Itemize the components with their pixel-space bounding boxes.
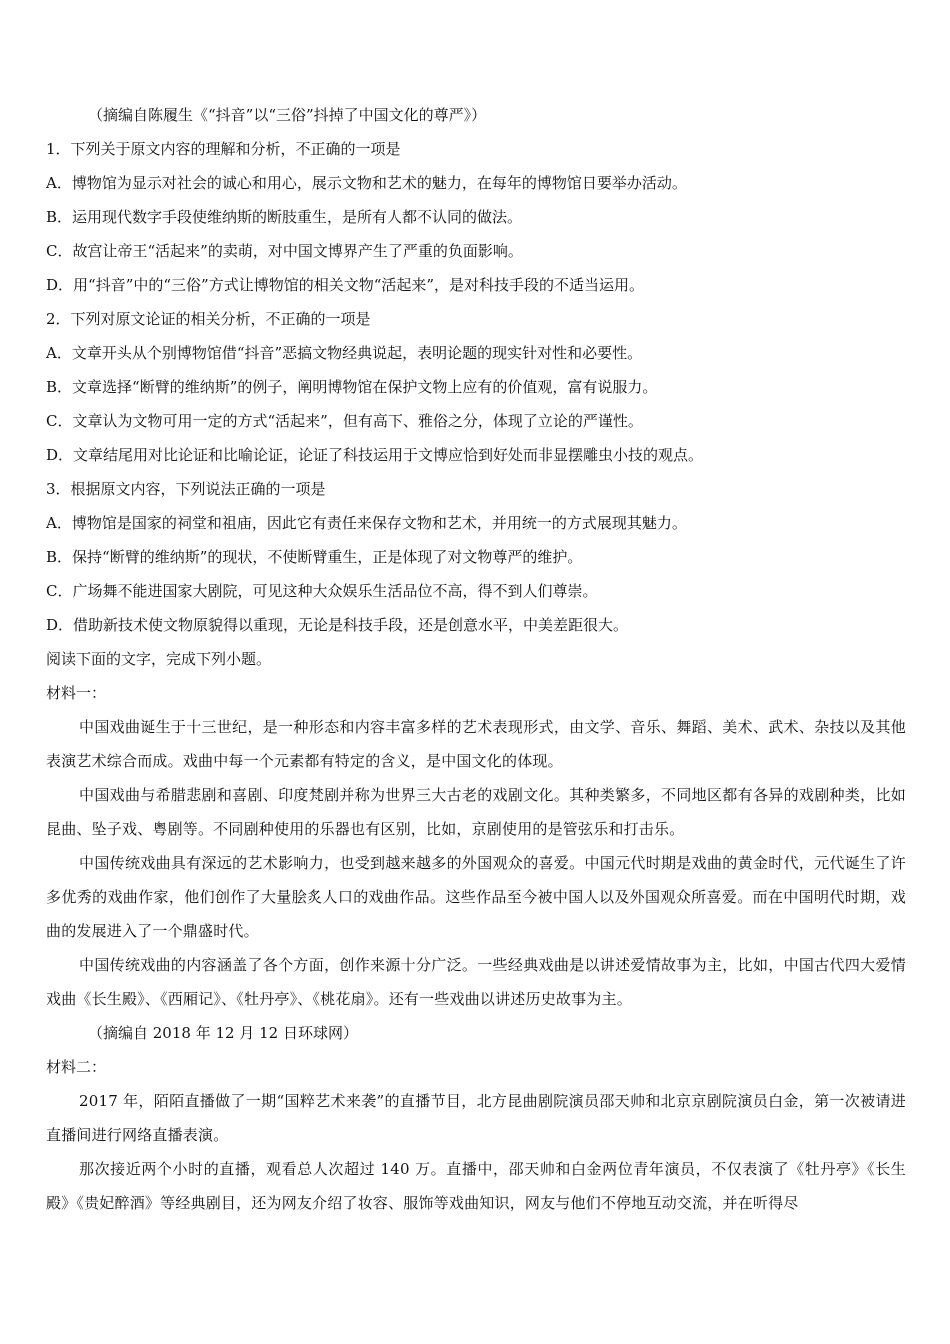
material-one <box>46 676 906 1050</box>
option-c: C．广场舞不能进国家大剧院，可见这种大众娱乐生活品位不高，得不到人们尊崇。 <box>46 582 598 600</box>
option-d: D．文章结尾用对比论证和比喻论证，论证了科技运用于文博应恰到好处而非显摆雕虫小技的观点。 <box>46 446 704 464</box>
question-stem: 1．下列关于原文内容的理解和分析，不正确的一项是 <box>46 140 401 158</box>
material-paragraph: 2017 年，陌陌直播做了一期“国粹艺术来袭”的直播节目，北方昆曲剧院演员邵天帅和北京京剧院演员白金，第一次被请进直播间进行网络直播表演。 <box>46 1092 906 1144</box>
reading-instruction: 阅读下面的文字，完成下列小题。 <box>46 650 272 668</box>
material-two <box>46 1050 906 1220</box>
material-paragraph: 中国戏曲诞生于十三世纪，是一种形态和内容丰富多样的艺术表现形式，由文学、音乐、舞蹈、美术、武术、杂技以及其他表演艺术综合而成。戏曲中每一个元素都有特定的含义，是中国文化的体现。 <box>46 718 906 770</box>
material-title: 材料二： <box>46 1058 107 1076</box>
material-source: （摘编自 2018 年 12 月 12 日环球网） <box>88 1024 358 1042</box>
question-stem: 2．下列对原文论证的相关分析，不正确的一项是 <box>46 310 371 328</box>
material-paragraph: 那次接近两个小时的直播，观看总人次超过 140 万。直播中，邵天帅和白金两位青年演员，不仅表演了《牡丹亭》《长生殿》《贵妃醉酒》等经典剧目，还为网友介绍了妆容、服饰等戏曲知识，网友与他们不停地互动交流，并在听得尽 <box>46 1160 906 1212</box>
option-b: B．文章选择“断臂的维纳斯”的例子，阐明博物馆在保护文物上应有的价值观，富有说服力。 <box>46 378 658 396</box>
option-b: B．运用现代数字手段使维纳斯的断肢重生，是所有人都不认同的做法。 <box>46 208 523 226</box>
material-paragraph: 中国传统戏曲的内容涵盖了各个方面，创作来源十分广泛。一些经典戏曲是以讲述爱情故事为主，比如，中国古代四大爱情戏曲《长生殿》、《西厢记》、《牡丹亭》、《桃花扇》。还有一些戏曲以讲述历史故事为主。 <box>46 956 906 1008</box>
material-paragraph: 中国传统戏曲具有深远的艺术影响力，也受到越来越多的外国观众的喜爱。中国元代时期是戏曲的黄金时代，元代诞生了许多优秀的戏曲作家，他们创作了大量脍炙人口的戏曲作品。这些作品至今被中国人以及外国观众所喜爱。而在中国明代时期，戏曲的发展进入了一个鼎盛时代。 <box>46 854 906 940</box>
question-2 <box>46 302 906 472</box>
option-b: B．保持“断臂的维纳斯”的现状，不使断臂重生，正是体现了对文物尊严的维护。 <box>46 548 583 566</box>
option-a: A．博物馆是国家的祠堂和祖庙，因此它有责任来保存文物和艺术，并用统一的方式展现其魅力。 <box>46 514 687 532</box>
option-c: C．故宫让帝王“活起来”的卖萌，对中国文博界产生了严重的负面影响。 <box>46 242 523 260</box>
option-a: A．文章开头从个别博物馆借“抖音”恶搞文物经典说起，表明论题的现实针对性和必要性。 <box>46 344 643 362</box>
option-d: D．用“抖音”中的“三俗”方式让博物馆的相关文物“活起来”，是对科技手段的不适当运用。 <box>46 276 645 294</box>
option-d: D．借助新技术使文物原貌得以重现，无论是科技手段，还是创意水平，中美差距很大。 <box>46 616 629 634</box>
source-citation-top: （摘编自陈履生《“抖音”以“三俗”抖掉了中国文化的尊严》） <box>88 106 487 124</box>
option-c: C．文章认为文物可用一定的方式“活起来”，但有高下、雅俗之分，体现了立论的严谨性。 <box>46 412 643 430</box>
material-paragraph: 中国戏曲与希腊悲剧和喜剧、印度梵剧并称为世界三大古老的戏剧文化。其种类繁多，不同地区都有各异的戏剧种类，比如昆曲、坠子戏、粤剧等。不同剧种使用的乐器也有区别，比如，京剧使用的是管弦乐和打击乐。 <box>46 786 906 838</box>
material-title: 材料一： <box>46 684 107 702</box>
question-3 <box>46 472 906 642</box>
question-stem: 3．根据原文内容，下列说法正确的一项是 <box>46 480 326 498</box>
option-a: A．博物馆为显示对社会的诚心和用心，展示文物和艺术的魅力，在每年的博物馆日要举办活动。 <box>46 174 687 192</box>
question-1 <box>46 132 906 302</box>
